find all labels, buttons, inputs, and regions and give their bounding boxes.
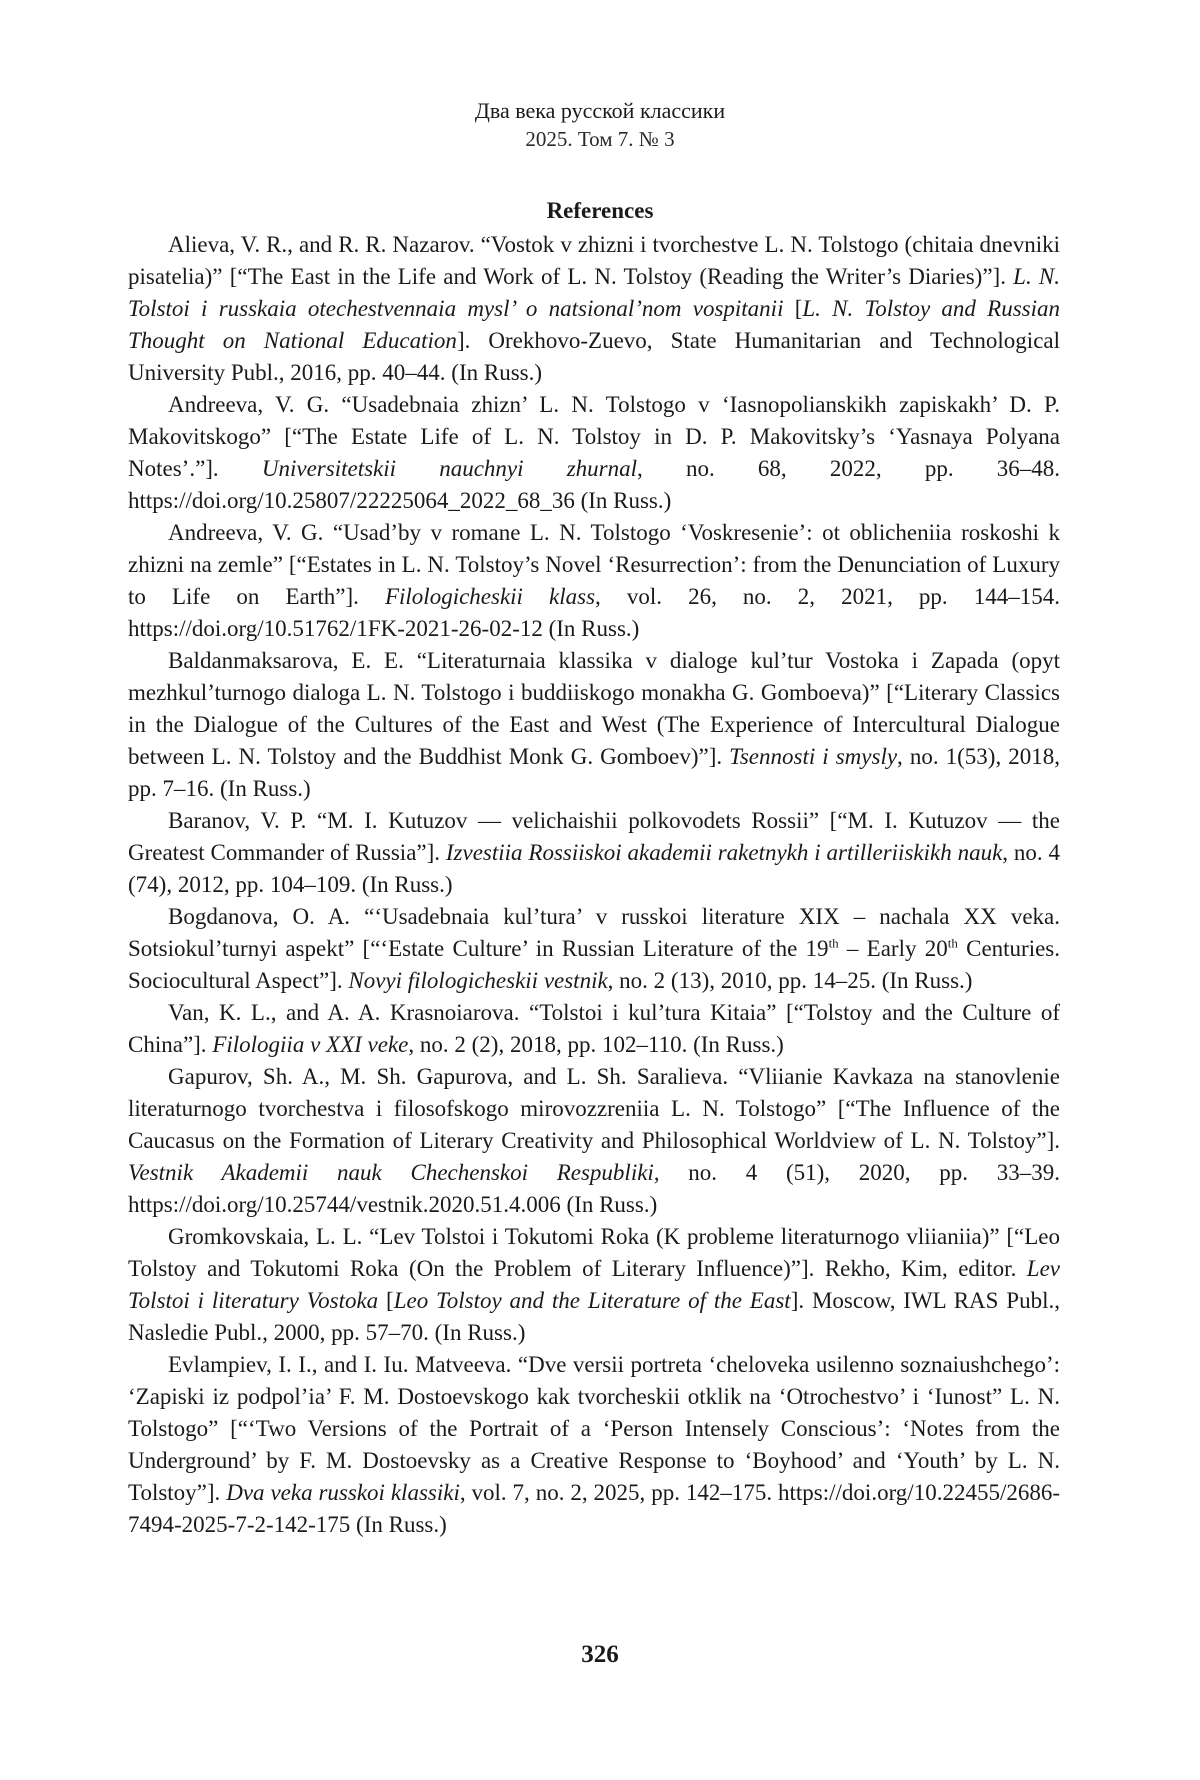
journal-title: Два века русской классики <box>0 97 1200 125</box>
reference-entry: Baranov, V. P. “M. I. Kutuzov — velichaishii polkovodets Rossii” [“M. I. Kutuzov — the Greatest Commander of Russia”]. Izvestiia Rossiiskoi akademii raketnykh i artilleriiskikh nauk, no. 4 (74), 2012, pp. 104–109. (In Russ.) <box>128 805 1060 901</box>
issue-line: 2025. Том 7. № 3 <box>0 125 1200 153</box>
reference-entry: Gapurov, Sh. A., M. Sh. Gapurova, and L. Sh. Saralieva. “Vliianie Kavkaza na stanovlenie literaturnogo tvorchestva i filosofskogo mirovozzreniia L. N. Tolstogo” [“The Influence of the Caucasus on the Formation of Literary Creativity and Philosophical Worldview of L. N. Tolstoy”]. Vestnik Akademii nauk Chechenskoi Respubliki, no. 4 (51), 2020, pp. 33–39. https://doi.org/10.25744/vestnik.2020.51.4.006 (In Russ.) <box>128 1061 1060 1221</box>
reference-entry: Evlampiev, I. I., and I. Iu. Matveeva. “Dve versii portreta ‘cheloveka usilenno soznaiushchego’: ‘Zapiski iz podpol’ia’ F. M. Dostoevskogo kak tvorcheskii otklik na ‘Otrochestvo’ i ‘Iunost” L. N. Tolstogo” [“‘Two Versions of the Portrait of a ‘Person Intensely Conscious’: ‘Notes from the Underground’ by F. M. Dostoevsky as a Creative Response to ‘Boyhood’ and ‘Youth’ by L. N. Tolstoy”]. Dva veka russkoi klassiki, vol. 7, no. 2, 2025, pp. 142–175. https://doi.org/10.22455/2686-7494-2025-7-2-142-175 (In Russ.) <box>128 1349 1060 1541</box>
reference-entry: Van, K. L., and A. A. Krasnoiarova. “Tolstoi i kul’tura Kitaia” [“Tolstoy and the Culture of China”]. Filologiia v XXI veke, no. 2 (2), 2018, pp. 102–110. (In Russ.) <box>128 997 1060 1061</box>
running-head <box>0 97 1200 153</box>
reference-entry: Gromkovskaia, L. L. “Lev Tolstoi i Tokutomi Roka (K probleme literaturnogo vliianiia)” [“Leo Tolstoy and Tokutomi Roka (On the Problem of Literary Influence)”]. Rekho, Kim, editor. Lev Tolstoi i literatury Vostoka [Leo Tolstoy and the Literature of the East]. Moscow, IWL RAS Publ., Nasledie Publ., 2000, pp. 57–70. (In Russ.) <box>128 1221 1060 1349</box>
page-number: 326 <box>0 1640 1200 1670</box>
reference-entry: Baldanmaksarova, E. E. “Literaturnaia klassika v dialoge kul’tur Vostoka i Zapada (opyt mezhkul’turnogo dialoga L. N. Tolstogo i buddiiskogo monakha G. Gomboeva)” [“Literary Classics in the Dialogue of the Cultures of the East and West (The Experience of Intercultural Dialogue between L. N. Tolstoy and the Buddhist Monk G. Gomboev)”]. Tsennosti i smysly, no. 1(53), 2018, pp. 7–16. (In Russ.) <box>128 645 1060 805</box>
reference-list <box>128 229 1060 1541</box>
page <box>0 0 1200 1780</box>
reference-entry: Andreeva, V. G. “Usadebnaia zhizn’ L. N. Tolstogo v ‘Iasnopolianskikh zapiskakh’ D. P. Makovitskogo” [“The Estate Life of L. N. Tolstoy in D. P. Makovitsky’s ‘Yasnaya Polyana Notes’.”]. Universitetskii nauchnyi zhurnal, no. 68, 2022, pp. 36–48. https://doi.org/10.25807/22225064_2022_68_36 (In Russ.) <box>128 389 1060 517</box>
reference-entry: Andreeva, V. G. “Usad’by v romane L. N. Tolstogo ‘Voskresenie’: ot oblicheniia roskoshi k zhizni na zemle” [“Estates in L. N. Tolstoy’s Novel ‘Resurrection’: from the Denunciation of Luxury to Life on Earth”]. Filologicheskii klass, vol. 26, no. 2, 2021, pp. 144–154. https://doi.org/10.51762/1FK-2021-26-02-12 (In Russ.) <box>128 517 1060 645</box>
reference-entry: Bogdanova, O. A. “‘Usadebnaia kul’tura’ v russkoi literature XIX – nachala XX veka. Sotsiokul’turnyi aspekt” [“‘Estate Culture’ in Russian Literature of the 19th – Early 20th Centuries. Sociocultural Aspect”]. Novyi filologicheskii vestnik, no. 2 (13), 2010, pp. 14–25. (In Russ.) <box>128 901 1060 997</box>
reference-entry: Alieva, V. R., and R. R. Nazarov. “Vostok v zhizni i tvorchestve L. N. Tolstogo (chitaia dnevniki pisatelia)” [“The East in the Life and Work of L. N. Tolstoy (Reading the Writer’s Diaries)”]. L. N. Tolstoi i russkaia otechestvennaia mysl’ o natsional’nom vospitanii [L. N. Tolstoy and Russian Thought on National Education]. Orekhovo-Zuevo, State Humanitarian and Technological University Publ., 2016, pp. 40–44. (In Russ.) <box>128 229 1060 389</box>
section-title: References <box>0 196 1200 226</box>
